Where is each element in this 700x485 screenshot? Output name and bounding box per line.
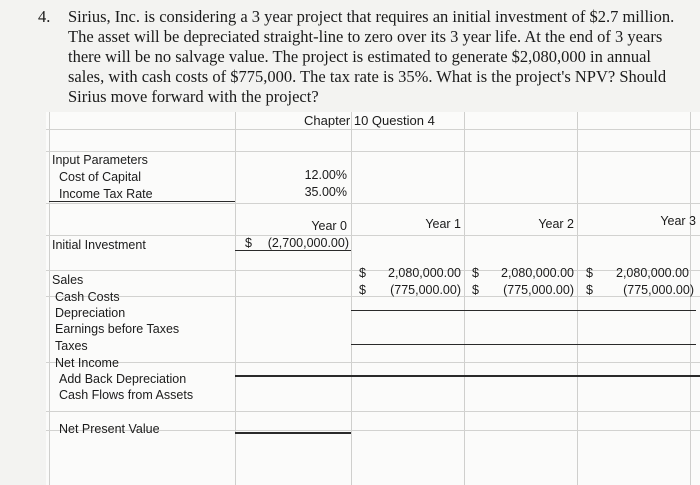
year-2-header: Year 2 [538, 217, 574, 231]
cash-costs-currency-y3: $ [586, 283, 593, 297]
npv-underline [235, 432, 351, 434]
cost-of-capital-label: Cost of Capital [59, 170, 141, 184]
input-parameters-header: Input Parameters [52, 153, 148, 167]
initial-investment-currency: $ [245, 236, 252, 250]
initial-investment-underline [235, 250, 351, 251]
row-label-depreciation: Depreciation [55, 306, 126, 320]
initial-investment-value: (2,700,000.00) [267, 236, 349, 250]
problem-line-2: The asset will be depreciated straight-line to zero over its 3 year life. At the end of 3 years [68, 27, 663, 46]
problem-line-3: there will be no salvage value. The project is estimated to generate $2,080,000 in annual [68, 47, 651, 66]
grid-line [46, 235, 700, 236]
row-label-add-back-depreciation: Add Back Depreciation [59, 372, 187, 386]
row-label-net-income: Net Income [55, 356, 119, 370]
sales-currency-y3: $ [586, 266, 593, 280]
income-tax-rate-label: Income Tax Rate [59, 187, 153, 201]
sales-value-y2: 2,080,000.00 [501, 266, 574, 280]
problem-line-4: sales, with cash costs of $775,000. The tax rate is 35%. What is the project's NPV? Should [68, 67, 667, 86]
sales-currency-y1: $ [359, 266, 366, 280]
income-tax-rate-value: 35.00% [304, 185, 347, 199]
row-label-sales: Sales [52, 273, 84, 287]
sheet-title: Chapter 10 Question 4 [304, 113, 435, 128]
grid-line [46, 203, 700, 204]
grid-line [46, 129, 700, 130]
row-label-cash-costs: Cash Costs [55, 290, 120, 304]
sales-currency-y2: $ [472, 266, 479, 280]
row-label-taxes: Taxes [55, 339, 88, 353]
year-0-header: Year 0 [311, 219, 347, 233]
cash-costs-underline [351, 310, 696, 311]
grid-line [46, 362, 700, 363]
cash-costs-value-y2: (775,000.00) [503, 283, 574, 297]
input-parameters-underline [49, 201, 235, 202]
year-3-header: Year 3 [660, 214, 696, 228]
npv-label: Net Present Value [59, 422, 160, 436]
cash-costs-currency-y2: $ [472, 283, 479, 297]
cash-flows-overline [235, 375, 700, 377]
year-1-header: Year 1 [425, 217, 461, 231]
taxes-underline [351, 344, 696, 345]
cash-costs-currency-y1: $ [359, 283, 366, 297]
problem-number: 4. [38, 7, 51, 26]
grid-line [46, 411, 700, 412]
sales-value-y3: 2,080,000.00 [616, 266, 689, 280]
cost-of-capital-value: 12.00% [304, 168, 347, 182]
row-label-ebt: Earnings before Taxes [55, 322, 180, 336]
problem-statement [0, 0, 700, 112]
problem-line-1: Sirius, Inc. is considering a 3 year project that requires an initial investment of $2.7 million. [68, 7, 675, 26]
row-label-cash-flows: Cash Flows from Assets [59, 388, 194, 402]
initial-investment-label: Initial Investment [52, 238, 146, 252]
cash-costs-value-y3: (775,000.00) [623, 283, 694, 297]
spreadsheet [46, 112, 700, 485]
problem-line-5: Sirius move forward with the project? [68, 87, 319, 106]
sales-value-y1: 2,080,000.00 [388, 266, 461, 280]
cash-costs-value-y1: (775,000.00) [390, 283, 461, 297]
